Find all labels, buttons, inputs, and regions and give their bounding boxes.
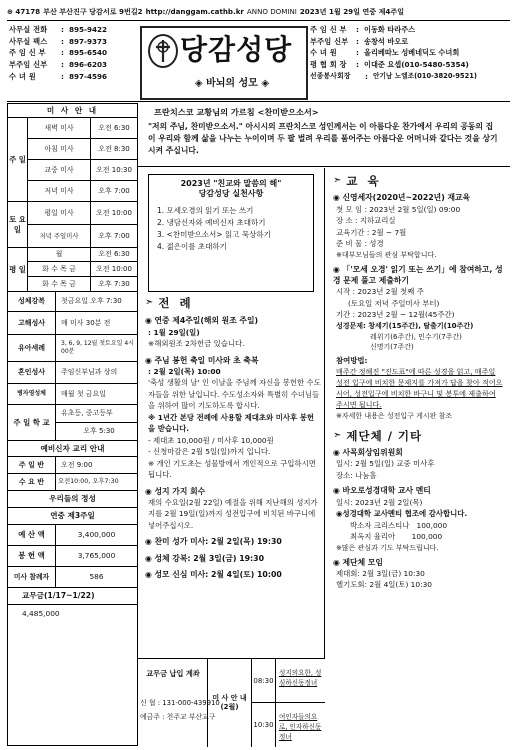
- org-heading: 제단체 / 기타: [346, 428, 423, 443]
- church-logo-icon: [148, 34, 178, 68]
- stat-row: 미사 참례자 586: [8, 567, 137, 588]
- liturgy-heading: 전 례: [158, 296, 194, 310]
- bank-account-box: 교무금 납입 계좌 신 협 : 131-000-439910 예금주 : 천주교 부산교구: [138, 659, 208, 747]
- parish-subtitle: ◈ 바뇌의 성모 ◈: [194, 78, 270, 89]
- liturgy-section: ➣ 전 례 ◉ 연중 제4주일(해외 원조 주일) : 1월 29일(일) ※해외원조 2차헌금 있습니다. ◉ 주님 봉헌 축일 미사와 초 축복 : 2월 2일(목) 10:00 '축성 생활의 날' 인 이날을 주님께 자신을 봉헌한 수도자들을 위한 날입니다. 수도성소자와 특별히 수녀님들을 위하여 많이 기도하도록 합시다. ※ 1년간 본당 전례에 사용할 제대초와 미사후 봉헌을 받습니다. - 제대초 10,000원 / 미사후 10,000원 - 신청마감은 2월 5일(일)까지 입니다. ※ 개인 기도초는 성물방에서 개인적으로 구입하시면 됩니다. ◉ 성지 가지 회수 재의 수요일(2월 22일) 예절을 위해 지난해의 성지가지를 2월 19일(일)까지 성전입구에 비치된 바구니에 넣어주십시오. ◉ 찬미 성가 미사: 2월 2일(목) 19:30 ◉ 성체 강복: 2월 3일(금) 19:30 ◉ 성모 신심 미사: 2월 4일(토) 10:00: [145, 296, 321, 579]
- catechumen-header: 예비신자 교리 안내: [8, 441, 137, 457]
- education-column: ➣ 교 육 ◉ 신영세자(2020년~2022년) 재교육 첫 모 임 : 2023년 2월 5일(일) 09:00 장 소 : 지하교리실 교육기간 : 2월 ~ 7월 준 비 물 : 성경 ※대부모님들의 관심 부탁합니다. ◉ 「'모세 오경' 읽기 또는 쓰기」에 참여하고, 성경 문제 풀고 제출하기 시작 : 2023년 2월 첫째 주 (토요일 저녁 주일미사 부터) 기간 : 2023년 2월 ~ 12월(45주간) 성경문제: 창세기(15주간), 탈출기(10주간) 레위기(6주간), 민수기(7주간) 신명기(7주간) 참여방법: 매주간 정해진 "진도표"에 따른 성경을 읽고, 매주일 성전 입구에 비치한 문제지를 가져가 답을 찾아 적어오시어, 성전입구에 비치한 바구니 및 봉투에 제출하여 주시면 됩니다. ※자세한 내용은 성전입구 게시판 참조 ➣ 제단체 / 기타 ◉ 사목회상임위원회 일시: 2월 5일(일) 교중 미사후 장소: 나눔홀 ◉ 바오로성경대학 교사 멘티 일시: 2023년 2월 2일(목) ◉성경대학 교사멘티 협조에 감사합니다. 박소자 크리스티나 100,000 최옥지 율리아 100,000 ※많은 관심과 기도 부탁드립니다. ◉ 제단체 모임 제대회: 2월 3일(금) 10:30 헬기도회: 2월 4일(토) 10:30: [333, 174, 503, 590]
- contact-list-right: [310, 24, 510, 82]
- stat-row: 봉 헌 액 3,765,000: [8, 546, 137, 567]
- contact-row: 사무실 전화 : 895-9422: [9, 25, 107, 35]
- list-item: 2. 냉담신자와 예비신자 초대하기: [157, 217, 266, 227]
- title-box: [140, 26, 308, 100]
- offering-subheader: 연중 제3주일: [8, 508, 137, 525]
- homily-title: 프란치스코 교황님의 가르침 <찬미받으소서>: [154, 107, 319, 117]
- practice-box: 2023년 "친교와 말씀의 해" 당감성당 실천사항 1. 모세오경의 읽기 또는 쓰기 2. 냉담신자와 예비신자 초대하기 3. <찬미받으소서> 읽고 묵상하기 4. 젊은이를 초대하기: [148, 174, 314, 292]
- homily-body: "저의 주님, 찬미받으소서." 아시시의 프란치스코 성인께서는 이 아름다운 찬가에서 우리의 공동의 집이 우리와 함께 삶을 나누는 누이이며 두 팔 벌려 우리를 품어주는 아름다운 어머니와 같다는 것을 상기시켜 주십니다.: [148, 122, 498, 156]
- bottom-info: [138, 658, 325, 746]
- weekday-label: 평 일: [8, 248, 28, 292]
- address: 부산 부산진구 당감서로 9번길2: [43, 7, 143, 17]
- info-row: 유아세례 3, 6, 9, 12월 첫토요일 4시00분: [8, 335, 137, 362]
- arrow-icon: ➣: [145, 296, 154, 308]
- mass-guide-header: 미 사 안 내: [8, 104, 137, 118]
- staff-row: 주 임 신 부 : 이동화 타라주스: [310, 25, 416, 35]
- website-link[interactable]: http://danggam.cathb.kr: [145, 7, 244, 17]
- info-row: 병자영성체 매월 첫 금요일: [8, 384, 137, 405]
- staff-row: 수 녀 원 : 올리베따노 성베네딕도 수녀회: [310, 48, 460, 58]
- liturgy-column: [138, 168, 325, 658]
- top-info-line: [7, 5, 510, 20]
- info-row: 혼인성사 주임신부님과 상의: [8, 362, 137, 384]
- anno-domini: ANNO DOMINI: [246, 7, 297, 17]
- visit-row: 10:30 여인자들의요로, 인자하신동정녀: [252, 703, 325, 747]
- masthead: [7, 20, 510, 102]
- contact-row: 주 임 신 부 : 895-6540: [9, 48, 107, 58]
- visit-row: 08:30 성지의요한, 성심하신동정녀: [252, 659, 325, 703]
- dues-label: 교무금(1/17~1/22): [8, 588, 137, 605]
- list-item: 4. 젊은이를 초대하기: [157, 241, 227, 251]
- visit-mass-label: 미 사 안 내 (2월): [208, 659, 252, 747]
- info-row: 고해성사 매 미사 30분 전: [8, 312, 137, 335]
- contact-list-left: [9, 24, 137, 82]
- arrow-icon: ➣: [333, 174, 342, 186]
- staff-row: 평 협 회 장 : 이대준 요셉(010-5480-5354): [310, 59, 469, 70]
- sunday-label: 주 일: [8, 118, 28, 202]
- contact-row: 수 녀 원 : 897-4596: [9, 71, 107, 81]
- contact-row: 부주임 신부 : 896-6203: [9, 59, 107, 70]
- education-heading: 교 육: [346, 174, 382, 188]
- list-item: 1. 모세오경의 읽기 또는 쓰기: [157, 205, 254, 215]
- mass-schedule-sidebar: 미 사 안 내 주 일 새벽 미사 오전 6:30 아침 미사 오전 8:30 교중 미사 오전 10:30 저녁 미사 오후 7:00 토 요 일 평일 미사 오전 10:00 저녁 주일미사 오후 7:00 평 일 월 오전 6:30 화 수 목 금 오전 10:00 화 수 목 금 오후 7:30 성체강복 첫금요일 오후 7:30 고해성사 매 미사 30분 전 유아세례 3, 6, 9, 12월 첫토요일 4시00분 혼인성사 주임신부님과 상의 병자영성체 매월 첫 금요일 주 일 학 교 유초등, 중고등부 오후 5:30 예비신자 교리 안내 주 일 반 오전 9:00 수 요 반 오전10:00, 오후7:30 우리들의 정성 연중 제3주일 예 산 액 3,400,000 봉 헌 액 3,765,000 미사 참례자 586 교무금(1/17~1/22) 4,485,000: [7, 103, 138, 746]
- dues-value: 4,485,000: [22, 609, 60, 619]
- bulletin-page: [7, 5, 510, 746]
- list-item: 3. <찬미받으소서> 읽고 묵상하기: [157, 229, 271, 239]
- parish-title: 당감성당: [180, 33, 293, 66]
- issue-date: 2023년 1월 29일 연중 제4주일: [299, 7, 405, 17]
- info-row: 성체강복 첫금요일 오후 7:30: [8, 292, 137, 312]
- zip-code: ⊕ 47178: [7, 7, 41, 17]
- staff-row: 선종봉사회장 : 안기남 노엘조(010-3820-9521): [310, 71, 477, 81]
- practice-list: [157, 205, 305, 253]
- stat-row: 예 산 액 3,400,000: [8, 525, 137, 546]
- saturday-label: 토 요 일: [8, 202, 28, 248]
- sunday-school-label: 주 일 학 교: [8, 405, 56, 441]
- arrow-icon: ➣: [333, 429, 342, 441]
- contact-row: 사무실 팩스 : 897-9373: [9, 36, 107, 46]
- offering-header: 우리들의 정성: [8, 491, 137, 508]
- staff-row: 부주임 신부 : 송창석 바오로: [310, 36, 409, 46]
